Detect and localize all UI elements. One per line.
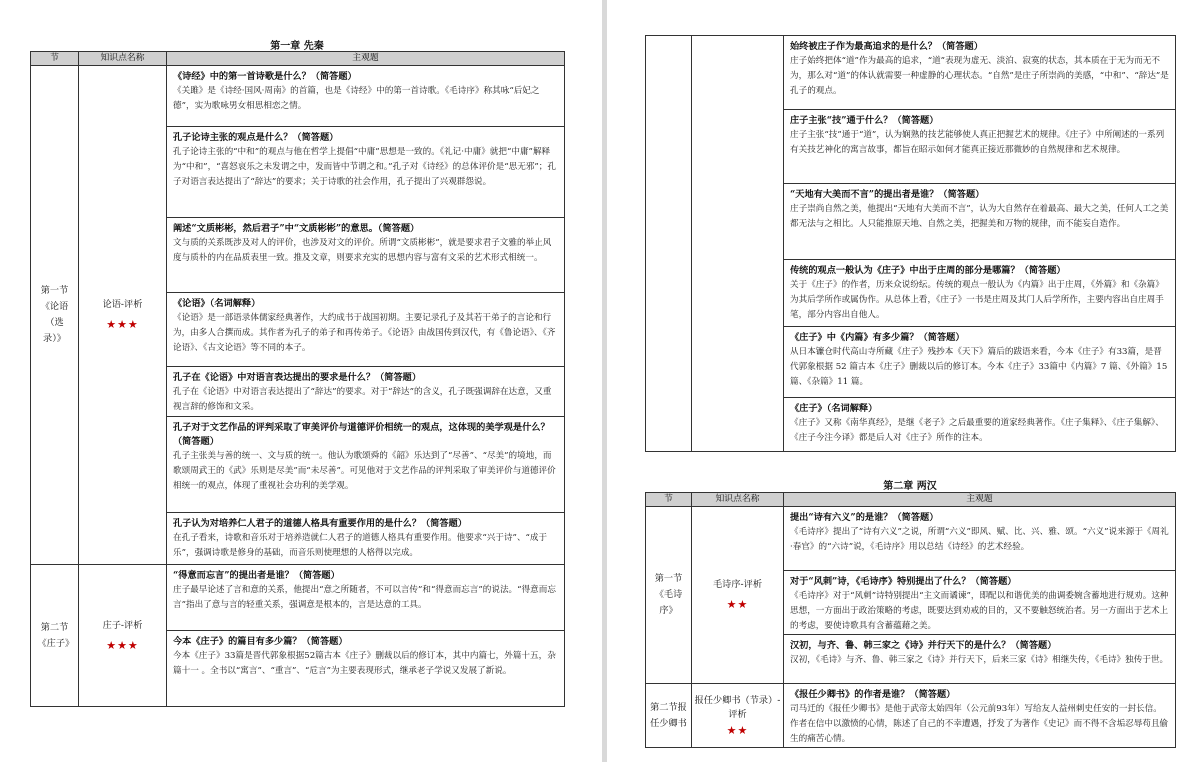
col-header-subjective: 主观题 <box>167 52 565 66</box>
section-label: 第一节《毛诗序》 <box>654 573 683 616</box>
table-row <box>31 66 565 565</box>
question-title: 阐述“文质彬彬，然后君子”中“文质彬彬”的意思。（简答题） <box>173 223 420 234</box>
knowledge-point <box>79 565 167 707</box>
question-answer: 《毛诗序》提出了“诗有六义”之说，所谓“六义”即风、赋、比、兴、雅、颂。“六义”说来源于《周礼·春官》的“六诗”说，《毛诗序》用以总结《诗经》的艺术经验。 <box>790 527 1169 552</box>
question-title: “得意而忘言”的提出者是谁？（简答题） <box>173 570 340 581</box>
question-block <box>784 684 1175 747</box>
section-name <box>646 507 692 684</box>
table-row <box>31 565 565 707</box>
question-title: “天地有大美而不言”的提出者是谁？（简答题） <box>790 189 985 200</box>
question-block <box>167 218 564 293</box>
question-block <box>167 565 564 631</box>
question-title: 孔子在《论语》中对语言表达提出的要求是什么？（简答题） <box>173 372 422 383</box>
importance-stars: ★★ <box>726 723 749 737</box>
knowledge-point <box>692 507 784 684</box>
question-answer: 《论语》是一部语录体儒家经典著作，大约成书于战国初期。主要记录孔子及其若干弟子的言论和行为，由多人合撰而成。其作者为孔子的弟子和再传弟子。《论语》由战国传到汉代，有《鲁论语》、《齐论语》、《古文论语》等不同的本子。 <box>173 313 556 353</box>
section-name <box>31 565 79 707</box>
section-name <box>31 66 79 565</box>
knowledge-label: 庄子-评析 <box>102 619 143 631</box>
question-answer: 《毛诗序》对于“风刺”诗特别提出“主文而谲谏”，即配以和谐优美的曲调委婉含蓄地进行规劝。这种思想，一方面出于政治策略的考虑，既要达到劝戒的目的，又不要触怒统治者。另一方面出于艺术上的考虑，要使诗歌具有含蓄蕴藉之美。 <box>790 591 1169 631</box>
question-title: 孔子对于文艺作品的评判采取了审美评价与道德评价相统一的观点，这体现的美学观是什么？（简答题） <box>173 422 550 447</box>
question-title: 始终被庄子作为最高追求的是什么？（简答题） <box>790 41 983 52</box>
question-answer: 关于《庄子》的作者，历来众说纷纭。传统的观点一般认为《内篇》出于庄周，《外篇》和《杂篇》为其后学所作或属伪作。从总体上看，《庄子》一书是庄周及其门人后学所作，主要内容出自庄周手笔，部分内容出自他人。 <box>790 280 1164 320</box>
knowledge-label: 报任少卿书（节录）-评析 <box>694 694 781 720</box>
knowledge-point <box>692 684 784 748</box>
question-block <box>167 631 564 706</box>
question-answer: 司马迁的《报任少卿书》是他于武帝太始四年（公元前93年）写给友人益州刺史任安的一封长信。作者在信中以激愤的心情，陈述了自己的不幸遭遇，抒发了为著作《史记》而不得不含垢忍辱苟且偷生的痛苦心情。 <box>790 704 1169 744</box>
question-block <box>784 184 1175 260</box>
question-block <box>167 66 564 127</box>
question-answer: 庄子始终把体“道”作为最高的追求，“道”表现为虚无、淡泊、寂寞的状态，其本质在于无为而无不为，那么对“道”的体认就需要一种虚静的心理状态。“自然”是庄子所崇尚的美感，“中和”、“辞达”是孔子的观点。 <box>790 56 1169 96</box>
question-cell <box>784 36 1176 452</box>
knowledge-table-continued <box>645 35 1176 452</box>
question-block <box>167 417 564 513</box>
question-title: 《庄子》（名词解释） <box>790 403 878 414</box>
question-block <box>784 36 1175 110</box>
question-block <box>167 293 564 367</box>
question-cell <box>784 507 1176 684</box>
question-cell <box>784 684 1176 748</box>
question-title: 今本《庄子》的篇目有多少篇？（简答题） <box>173 636 348 647</box>
table-header-row <box>31 52 565 66</box>
question-title: 传统的观点一般认为《庄子》中出于庄周的部分是哪篇？（简答题） <box>790 265 1066 276</box>
section-name <box>646 36 692 452</box>
question-answer: 庄子主张“技”通于“道”，认为娴熟的技艺能够使人真正把握艺术的规律。《庄子》中所阐述的一系列有关技艺神化的寓言故事，都旨在昭示如何才能真正接近那微妙的自然规律和艺术规律。 <box>790 130 1165 155</box>
question-title: 汉初，与齐、鲁、韩三家之《诗》并行天下的是什么？（简答题） <box>790 640 1057 651</box>
right-page <box>607 0 1204 762</box>
question-cell <box>167 66 565 565</box>
question-answer: 汉初，《毛诗》与齐、鲁、韩三家之《诗》并行天下，后来三家《诗》相继失传，《毛诗》独传于世。 <box>790 655 1169 665</box>
knowledge-table <box>30 51 565 707</box>
section-label: 第二节《庄子》 <box>37 621 75 649</box>
knowledge-point <box>692 36 784 452</box>
question-answer: 孔子主张美与善的统一、文与质的统一。他认为歌颂舜的《韶》乐达到了“尽善”、“尽美”的境地，而歌颂周武王的《武》乐则是尽美”而“未尽善”。可见他对于文艺作品的评判采取了审美评价与道德评价相统一的观点，体现了重视社会功利的美学观。 <box>173 451 556 491</box>
question-block <box>784 635 1175 683</box>
table-header-row <box>646 493 1176 507</box>
question-title: 《论语》（名词解释） <box>173 298 261 309</box>
section-label: 第二节报任少卿书 <box>650 701 687 729</box>
question-answer: 庄子最早论述了言和意的关系，他提出“意之所随者，不可以言传”和“得意而忘言”的说法。“得意而忘言”指出了意与言的轻重关系，强调意是根本的，言是达意的工具。 <box>173 585 556 610</box>
knowledge-label: 毛诗序-评析 <box>712 579 763 590</box>
question-title: 《庄子》中《内篇》有多少篇？（简答题） <box>790 332 965 343</box>
question-block <box>784 398 1175 451</box>
question-answer: 庄子崇尚自然之美，他提出“天地有大美而不言”，认为大自然存在着最高、最大之美，任何人工之美都无法与之相比。人只能推原天地、自然之美，把握美和万物的规律，而不能妄自造作。 <box>790 204 1169 229</box>
question-title: 孔子论诗主张的观点是什么？（简答题） <box>173 132 339 143</box>
knowledge-table <box>645 492 1176 748</box>
question-answer: 文与质的关系既涉及对人的评价，也涉及对文的评价。所谓“文质彬彬”，就是要求君子文雅的举止风度与质朴的内在品质表里一致。推及文章，则要求充实的思想内容与富有文采的艺术形式相统一。 <box>173 238 552 263</box>
col-header-section: 节 <box>646 493 692 507</box>
question-title: 孔子认为对培养仁人君子的道德人格具有重要作用的是什么？（简答题） <box>173 518 467 529</box>
question-answer: 孔子论诗主张的“中和”的观点与他在哲学上提倡“中庸”思想是一致的。《礼记·中庸》就把“中庸”解释为“中和”，“喜怒哀乐之未发谓之中，发而皆中节谓之和。”孔子对《诗经》的总体评价是“思无邪”；孔子对语言表达提出了“辞达”的要求；关于诗歌的社会作用，孔子提出了兴观群怨说。 <box>173 147 556 187</box>
importance-stars: ★★ <box>726 598 749 611</box>
question-answer: 《庄子》又称《南华真经》，是继《老子》之后最重要的道家经典著作。《庄子集释》、《庄子集解》、《庄子今注今译》都是后人对《庄子》所作的注本。 <box>790 418 1164 443</box>
question-block <box>784 571 1175 635</box>
col-header-knowledge: 知识点名称 <box>692 493 784 507</box>
question-block <box>784 110 1175 184</box>
question-title: 《报任少卿书》的作者是谁？（简答题） <box>790 689 956 700</box>
table-row <box>646 36 1176 452</box>
question-title: 提出“诗有六义”的是谁？（简答题） <box>790 512 939 523</box>
section-label: 第一节《论语（选录）》 <box>40 285 69 344</box>
col-header-subjective: 主观题 <box>784 493 1176 507</box>
question-block <box>167 127 564 218</box>
importance-stars: ★★★ <box>106 638 139 652</box>
question-block <box>784 260 1175 327</box>
question-answer: 今本《庄子》33篇是晋代郭象根据52篇古本《庄子》删裁以后的修订本，其中内篇七，外篇十五，杂篇十一 。全书以“寓言”、“重言”、“卮言”为主要表现形式，继承老子学说又发展了新说。 <box>173 651 556 676</box>
importance-stars: ★★★ <box>106 318 139 331</box>
question-answer: 《关雎》是《诗经·国风·周南》的首篇，也是《诗经》中的第一首诗歌。《毛诗序》称其咏“后妃之德”，实为歌咏男女相思相恋之情。 <box>173 86 540 111</box>
question-answer: 在孔子看来，诗歌和音乐对于培养造就仁人君子的道德人格具有重要作用。他要求“兴于诗”、“成于乐”，强调诗歌是修身的基础，而音乐则使理想的人格得以完成。 <box>173 533 548 558</box>
question-block <box>784 507 1175 571</box>
chapter-title: 第一章 先秦 <box>270 41 324 52</box>
col-header-knowledge: 知识点名称 <box>79 52 167 66</box>
col-header-section: 节 <box>31 52 79 66</box>
chapter-title: 第二章 两汉 <box>883 481 937 492</box>
question-block <box>784 327 1175 398</box>
table-row <box>646 684 1176 748</box>
table-row <box>646 507 1176 684</box>
question-title: 《诗经》中的第一首诗歌是什么？（简答题） <box>173 71 357 82</box>
question-block <box>167 367 564 417</box>
question-cell <box>167 565 565 707</box>
question-block <box>167 513 564 564</box>
question-title: 对于“风刺”诗，《毛诗序》特别提出了什么？（简答题） <box>790 576 1017 587</box>
knowledge-point <box>79 66 167 565</box>
knowledge-label: 论语-评析 <box>102 299 143 310</box>
question-answer: 孔子在《论语》中对语言表达提出了“辞达”的要求。对于“辞达”的含义，孔子既强调辞在达意，又重视言辞的修饰和文采。 <box>173 387 552 412</box>
section-name <box>646 684 692 748</box>
question-title: 庄子主张“技”通于什么？（简答题） <box>790 115 939 126</box>
question-answer: 从日本镰仓时代高山寺所藏《庄子》残抄本《天下》篇后的跋语来看，今本《庄子》有33篇，是晋代郭象根据 52 篇古本《庄子》删裁以后的修订本。今本《庄子》33篇中《内篇》7 篇、《外篇》15 篇、《杂篇》11 篇。 <box>790 347 1168 387</box>
